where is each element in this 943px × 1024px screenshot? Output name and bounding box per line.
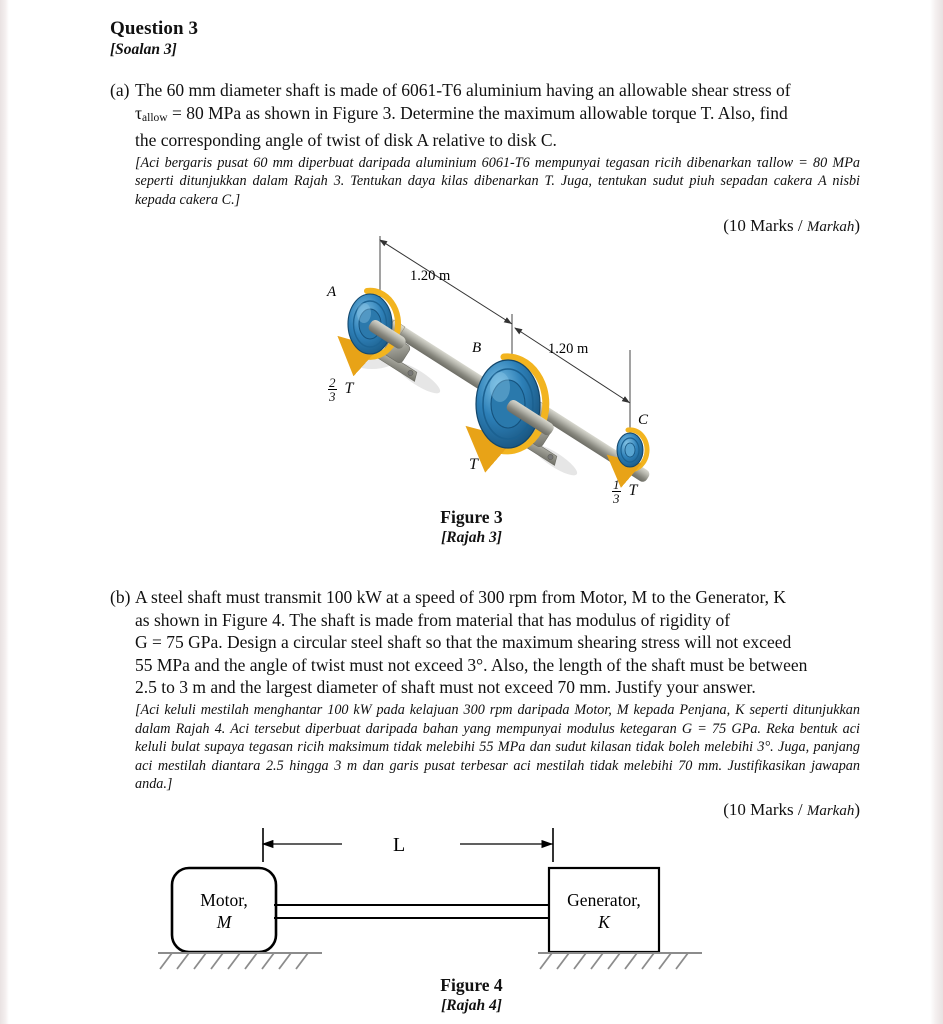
part-a-malay: [Aci bergaris pusat 60 mm diperbuat daripada aluminium 6061-T6 mempunyai tegasan ricih dibenarkan τallow = 80 MPa seperti ditunjukkan dalam Rajah 3. Tentukan daya kilas dibenarkan T. Juga, tentukan sudut piuh sepadan cakera A nisbi kepada cakera C.] xyxy=(135,154,860,208)
part-b-english-line4: 55 MPa and the angle of twist must not exceed 3°. Also, the length of the shaft must be between xyxy=(135,654,808,675)
figure-3-caption-my: [Rajah 3] xyxy=(441,529,502,546)
part-a-english-line3: the corresponding angle of twist of disk A relative to disk C. xyxy=(135,130,557,151)
part-a-english xyxy=(135,79,860,152)
torque-c-den: 3 xyxy=(613,491,620,507)
part-b-english xyxy=(135,586,860,699)
tau-symbol: τ xyxy=(135,102,143,123)
part-b-english-line3: G = 75 GPa. Design a circular steel shaft so that the maximum shearing stress will not exceed xyxy=(135,632,792,653)
figure-3-caption xyxy=(0,507,943,547)
torque-a-label xyxy=(328,376,353,404)
motor-label-line2: M xyxy=(216,912,232,932)
part-a-english-line1: The 60 mm diameter shaft is made of 6061-T6 aluminium having an allowable shear stress of xyxy=(135,80,791,100)
part-b-english-line5: 2.5 to 3 m and the largest diameter of shaft must not exceed 70 mm. Justify your answer. xyxy=(135,677,756,698)
torque-c-label xyxy=(612,478,637,506)
part-b-marks xyxy=(110,800,860,820)
part-b-marks-en: (10 Marks / xyxy=(723,799,807,819)
page-title: Question 3 xyxy=(110,18,199,39)
question-part-a xyxy=(110,79,860,236)
part-b-malay: [Aci keluli mestilah menghantar 100 kW pada kelajuan 300 rpm daripada Motor, M kepada Penjana, K seperti ditunjukkan dalam Rajah 4. Aci tersebut diperbuat daripada bahan yang mempunyai modulus ketegaran G = 75 GPa. Reka bentuk aci keluli bulat supaya tegasan ricih maksimum tidak melebihi 55 MPa dan sudut kilasan tidak boleh melebihi 3°. Juga, panjang aci mestilah diantara 2.5 hingga 3 m dan garis pusat terbesar aci mestilah tidak melebihi 70 mm. Justifikasikan jawapan anda.] xyxy=(135,701,860,793)
part-a-marks-my: Markah xyxy=(806,218,855,235)
torque-b-label: T xyxy=(469,456,478,473)
page-title-malay: [Soalan 3] xyxy=(110,41,177,58)
part-b-marks-close: ) xyxy=(854,799,860,819)
part-a-english-line2: = 80 MPa as shown in Figure 3. Determine the maximum allowable torque T. Also, find xyxy=(167,102,788,123)
generator-label-line2: K xyxy=(598,912,610,932)
question-part-b xyxy=(110,586,860,820)
figure-3-diagram xyxy=(300,228,700,508)
generator-label-line1: Generator, xyxy=(567,890,641,910)
motor-box xyxy=(172,868,276,952)
part-b-english-line2: as shown in Figure 4. The shaft is made from material that has modulus of rigidity of xyxy=(135,609,731,630)
torque-a-symbol: T xyxy=(344,380,354,398)
figure-4-caption-my: [Rajah 4] xyxy=(441,997,502,1014)
torque-c-symbol: T xyxy=(628,482,638,500)
dimension-ab-label: 1.20 m xyxy=(410,268,451,284)
figure-4-caption-en: Figure 4 xyxy=(440,975,503,995)
part-b-english-line1: A steel shaft must transmit 100 kW at a speed of 300 rpm from Motor, M to the Generator, K xyxy=(135,587,786,607)
dimension-bc-label: 1.20 m xyxy=(548,341,589,357)
torque-a-den: 3 xyxy=(329,389,336,405)
length-dimension-label: L xyxy=(393,834,406,856)
figure-4-caption xyxy=(0,975,943,1015)
ground-right xyxy=(538,953,702,969)
tau-subscript: allow xyxy=(142,111,168,124)
figure-4-diagram xyxy=(150,822,810,972)
torque-a-num: 2 xyxy=(329,375,336,390)
ground-left xyxy=(158,953,322,969)
disk-b-label: B xyxy=(472,340,482,356)
part-b-marks-my: Markah xyxy=(806,802,855,819)
part-a-marks-en: (10 Marks / xyxy=(723,215,807,235)
torque-c-num: 1 xyxy=(613,477,620,492)
disk-a-label: A xyxy=(327,284,337,300)
generator-box xyxy=(549,868,659,952)
part-b-label: (b) xyxy=(110,587,131,607)
disk-c-label: C xyxy=(638,412,649,428)
part-a-marks-close: ) xyxy=(854,215,860,235)
motor-label-line1: Motor, xyxy=(200,890,248,910)
figure-3-caption-en: Figure 3 xyxy=(440,507,503,527)
part-a-label: (a) xyxy=(110,80,130,100)
